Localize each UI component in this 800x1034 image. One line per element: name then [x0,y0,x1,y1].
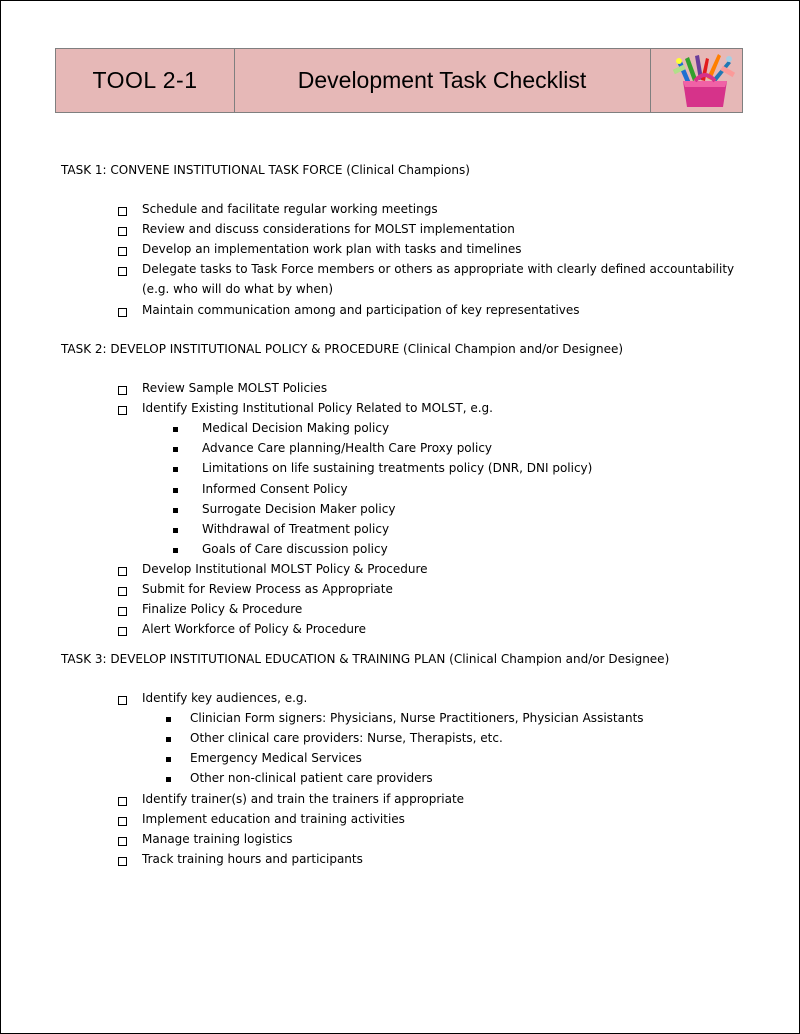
sub-item: Surrogate Decision Maker policy [202,501,396,516]
checkbox[interactable] [118,696,127,705]
title-cell [234,49,650,112]
toolbox-icon [669,53,739,109]
checklist-item: Develop an implementation work plan with tasks and timelines [142,242,522,257]
bullet-marker [173,447,178,452]
task-heading: TASK 3: DEVELOP INSTITUTIONAL EDUCATION & TRAINING PLAN (Clinical Champion and/or Designee) [61,652,670,666]
checklist-item: Maintain communication among and participation of key representatives [142,302,580,317]
checklist-item: Review and discuss considerations for MOLST implementation [142,222,515,237]
checklist-item: Submit for Review Process as Appropriate [142,582,393,596]
bullet-marker [173,528,178,533]
page-title: Development Task Checklist [297,67,587,93]
checkbox[interactable] [118,587,127,596]
checklist-item-continuation: (e.g. who will do what by when) [142,282,334,297]
sub-item: Advance Care planning/Health Care Proxy policy [202,441,493,456]
checkbox[interactable] [118,406,127,415]
sub-item: Clinician Form signers: Physicians, Nurse Practitioners, Physician Assistants [190,711,644,726]
sub-item: Goals of Care discussion policy [202,541,388,556]
tool-number: TOOL 2-1 [92,67,198,93]
tool-header [55,48,743,113]
checklist-item: Schedule and facilitate regular working meetings [142,202,438,216]
task-heading: TASK 2: DEVELOP INSTITUTIONAL POLICY & PROCEDURE (Clinical Champion and/or Designee) [61,342,624,356]
checkbox[interactable] [118,627,127,636]
checklist-item: Identify Existing Institutional Policy Related to MOLST, e.g. [142,401,493,416]
bullet-marker [166,717,171,722]
bullet-marker [166,777,171,782]
checkbox[interactable] [118,267,127,276]
checkbox[interactable] [118,797,127,806]
bullet-marker [173,488,178,493]
bullet-marker [166,737,171,742]
checkbox[interactable] [118,607,127,616]
checkbox[interactable] [118,247,127,256]
checkbox[interactable] [118,857,127,866]
checklist-item: Alert Workforce of Policy & Procedure [142,622,366,637]
image-cell [650,49,743,112]
sub-item: Medical Decision Making policy [202,421,390,436]
sub-item: Emergency Medical Services [190,751,362,766]
bullet-marker [173,508,178,513]
checklist-item: Finalize Policy & Procedure [142,602,303,617]
sub-item: Other clinical care providers: Nurse, Therapists, etc. [190,731,503,746]
bullet-marker [173,467,178,472]
checklist-item: Develop Institutional MOLST Policy & Procedure [142,561,428,576]
bullet-marker [166,757,171,762]
checklist-item: Delegate tasks to Task Force members or others as appropriate with clearly defined accountability [142,262,735,277]
task-heading: TASK 1: CONVENE INSTITUTIONAL TASK FORCE (Clinical Champions) [61,163,470,177]
sub-item: Withdrawal of Treatment policy [202,521,390,536]
checklist-item: Identify key audiences, e.g. [142,691,308,705]
bullet-marker [173,548,178,553]
sub-item: Other non-clinical patient care providers [190,771,433,786]
checklist-item: Track training hours and participants [142,851,363,866]
checkbox[interactable] [118,308,127,317]
checklist-item: Manage training logistics [142,831,293,846]
sub-item: Limitations on life sustaining treatments policy (DNR, DNI policy) [202,461,593,476]
tool-number-cell [56,49,235,112]
checkbox[interactable] [118,227,127,236]
checkbox[interactable] [118,207,127,216]
checkbox[interactable] [118,386,127,395]
sub-item: Informed Consent Policy [202,481,348,496]
checklist-item: Review Sample MOLST Policies [142,381,328,395]
checklist-item: Implement education and training activities [142,811,405,826]
bullet-marker [173,427,178,432]
checkbox[interactable] [118,817,127,826]
checklist-item: Identify trainer(s) and train the trainers if appropriate [142,791,465,806]
checkbox[interactable] [118,567,127,576]
checkbox[interactable] [118,837,127,846]
